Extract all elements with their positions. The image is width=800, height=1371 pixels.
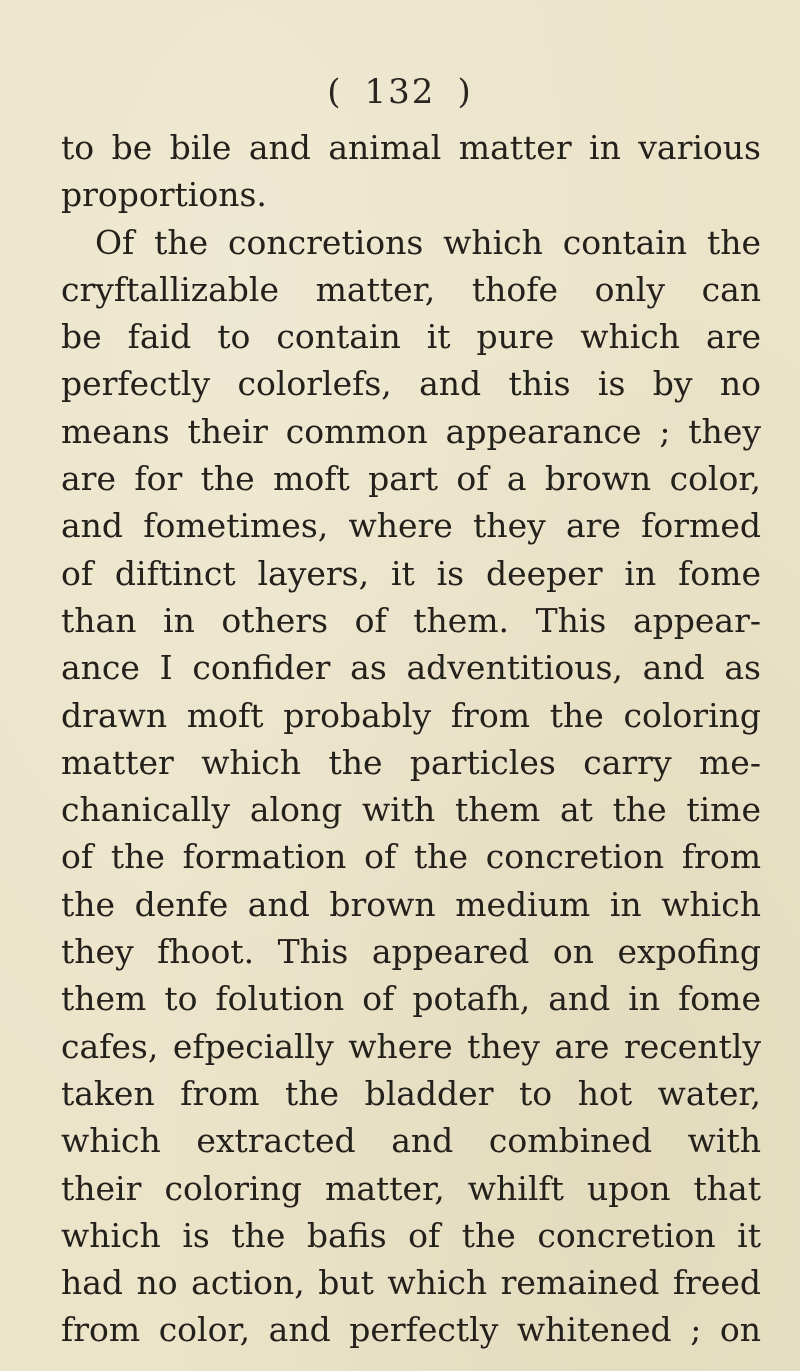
text-line: proportions. [61,175,267,215]
text-line: taken from the bladder to hot water, [61,1073,761,1113]
running-head [0,72,800,112]
body-text [61,124,761,1354]
text-line: they fhoot. This appeared on expofing [61,932,761,972]
text-line: to be bile and animal matter in various [61,128,761,167]
text-line: the denfe and brown medium in which [61,884,761,924]
text-line: their coloring matter, whilft upon that [61,1168,761,1208]
text-line: from color, and perfectly whitened ; on [61,1310,761,1350]
text-line: them to folution of potafh, and in fome [61,979,761,1019]
text-line: and fometimes, where they are formed [61,506,761,546]
text-line: drawn moft probably from the coloring [61,695,761,735]
text-line: matter which the particles carry me- [61,742,761,782]
text-line: cryftallizable matter, thofe only can [61,269,761,309]
text-line: had no action, but which remained freed [61,1263,761,1303]
running-head-close-paren: ) [457,72,473,112]
text-line: which extracted and combined with [61,1121,761,1161]
text-line: Of the concretions which contain the [95,222,761,262]
running-head-open-paren: ( [327,72,343,112]
text-line: be faid to contain it pure which are [61,317,761,357]
text-line: which is the bafis of the concretion it [61,1215,761,1255]
text-line: than in others of them. This appear- [61,600,761,640]
page-number: 132 [364,72,436,112]
text-line: of the formation of the concretion from [61,837,761,877]
text-line: perfectly colorlefs, and this is by no [61,364,761,404]
text-line: chanically along with them at the time [61,790,761,830]
text-line: of diftinct layers, it is deeper in fome [61,553,761,593]
text-line: cafes, efpecially where they are recently [61,1026,761,1066]
text-line: are for the moft part of a brown color, [61,459,761,499]
text-line: means their common appearance ; they [61,411,761,451]
text-line: ance I confider as adventitious, and as [61,648,761,688]
